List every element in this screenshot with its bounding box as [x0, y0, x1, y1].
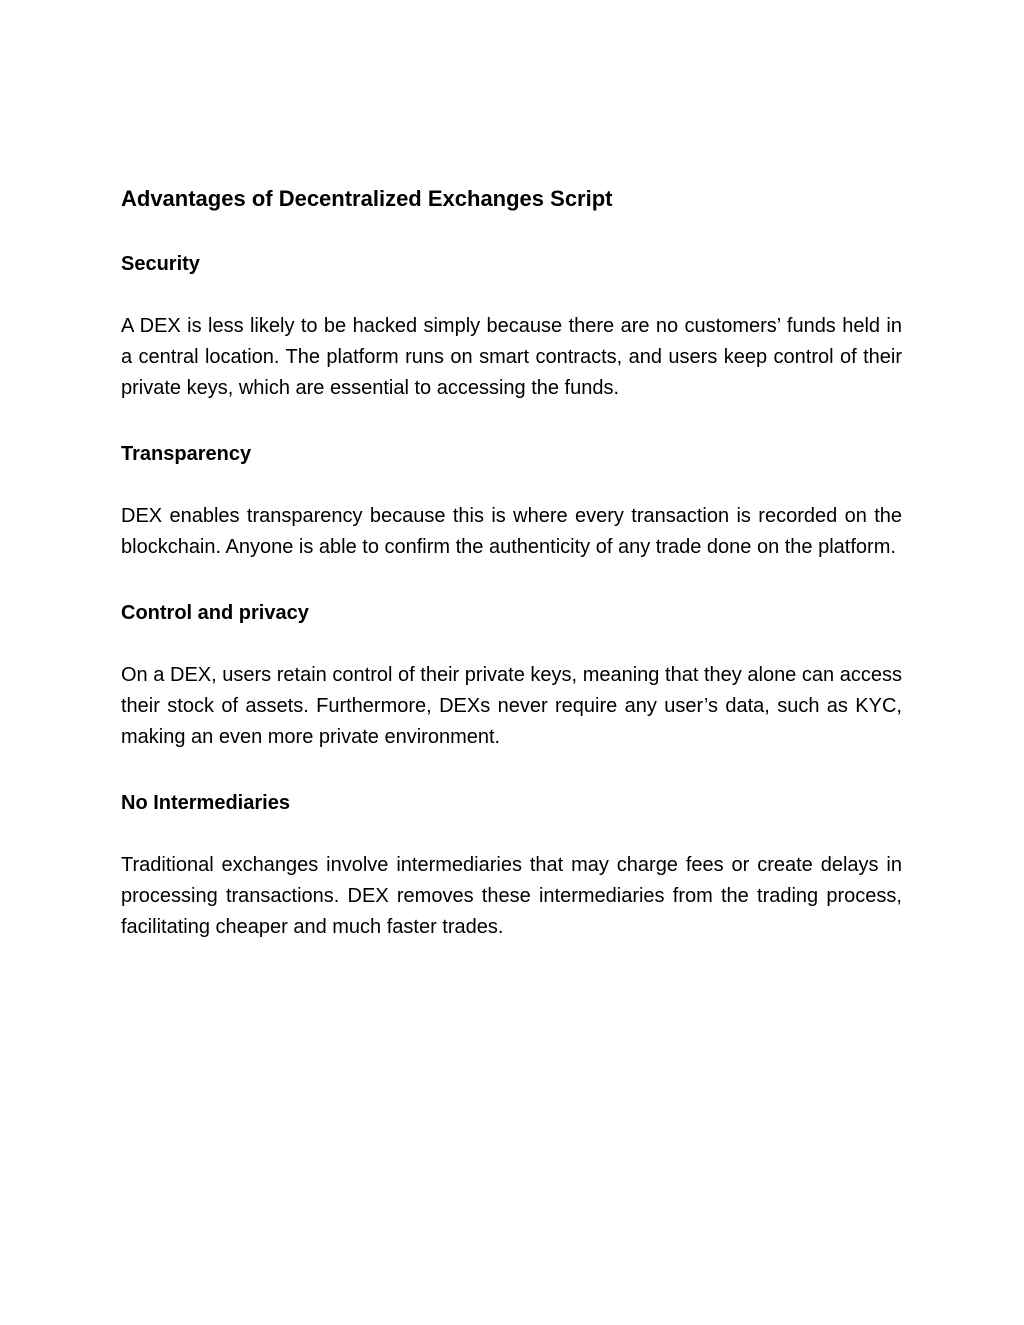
- section-body-security: A DEX is less likely to be hacked simply because there are no customers’ funds held in a central location. The platform runs on smart contracts, and users keep control of their private keys, which are essential to accessing the funds.: [121, 315, 902, 399]
- section-body-transparency: DEX enables transparency because this is where every transaction is recorded on the blockchain. Anyone is able to confirm the authenticity of any trade done on the platform.: [121, 505, 902, 558]
- document-page: [121, 183, 902, 943]
- section-security: [121, 249, 902, 404]
- section-control-and-privacy: [121, 598, 902, 753]
- document-title: Advantages of Decentralized Exchanges Script: [121, 186, 613, 211]
- section-heading-no-intermediaries: No Intermediaries: [121, 792, 290, 814]
- section-heading-security: Security: [121, 253, 200, 275]
- section-no-intermediaries: [121, 788, 902, 943]
- section-body-no-intermediaries: Traditional exchanges involve intermediaries that may charge fees or create delays in processing transactions. DEX removes these intermediaries from the trading process, facilitating cheaper and much faster trades.: [121, 854, 902, 938]
- section-heading-transparency: Transparency: [121, 443, 252, 465]
- section-transparency: [121, 439, 902, 563]
- section-heading-control-and-privacy: Control and privacy: [121, 602, 309, 624]
- section-body-control-and-privacy: On a DEX, users retain control of their private keys, meaning that they alone can access their stock of assets. Furthermore, DEXs never require any user’s data, such as KYC, making an even more private environment.: [121, 664, 902, 748]
